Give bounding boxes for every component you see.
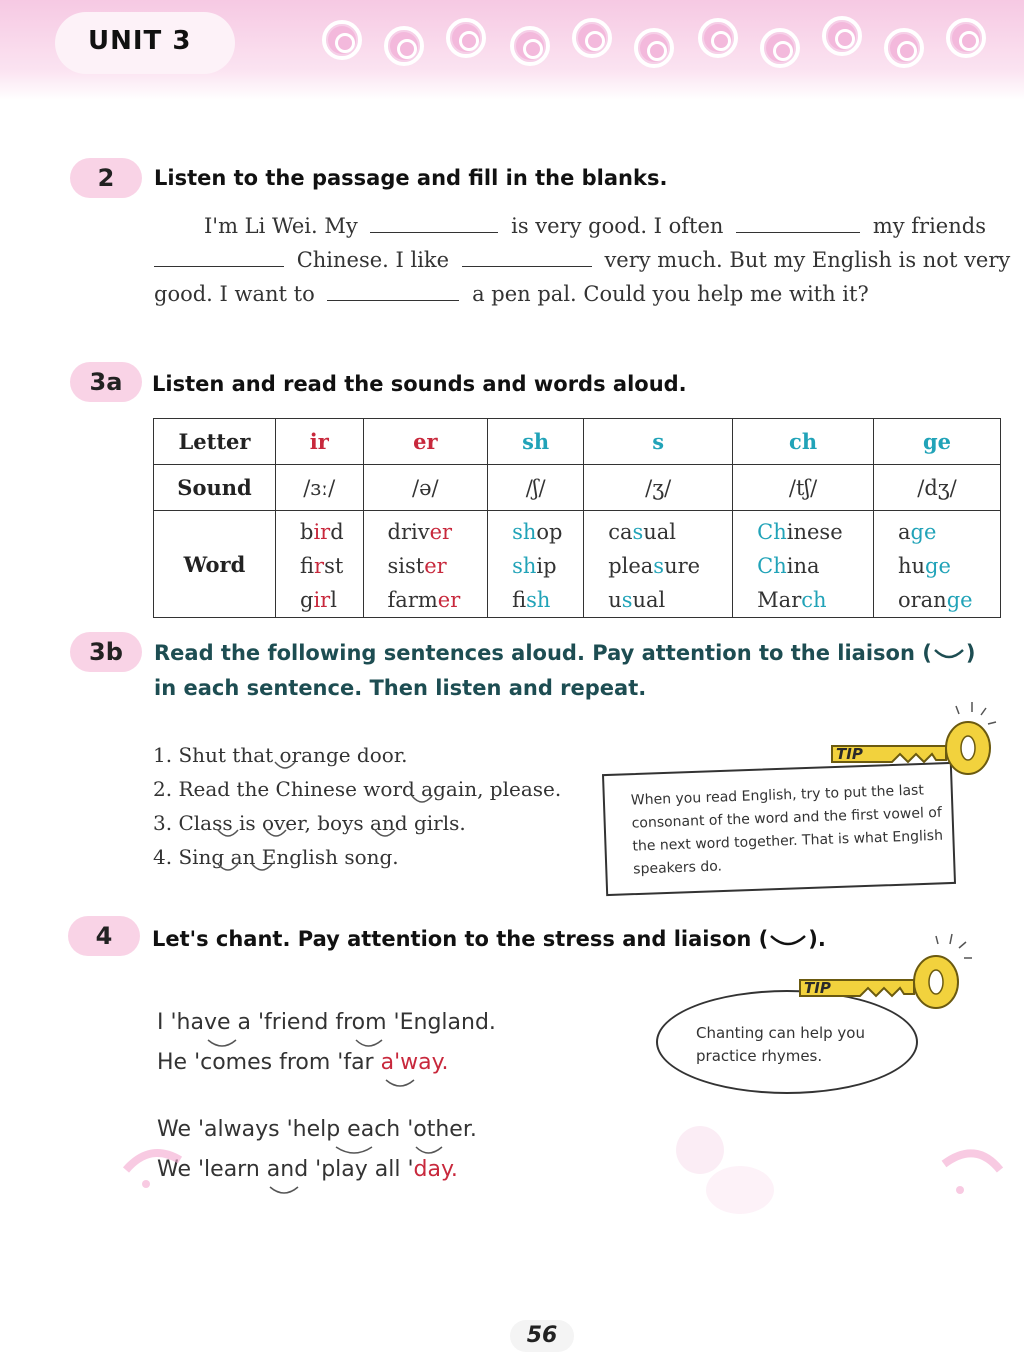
word-cell <box>276 511 364 618</box>
word-item: orange <box>897 588 973 612</box>
header-banner <box>0 0 1024 100</box>
row-label-sound: Sound <box>154 465 276 511</box>
chant-text: We 'learn and 'play all ' <box>157 1157 414 1182</box>
letter-cell: er <box>363 419 488 465</box>
blank-2[interactable] <box>736 215 860 233</box>
instruction-text: ) <box>965 641 976 665</box>
liaison-marks <box>150 740 600 890</box>
word-highlight: ch <box>801 588 827 612</box>
word-item: casual <box>608 520 677 544</box>
key-icon <box>828 700 1008 780</box>
word-cell <box>488 511 584 618</box>
passage-line-3 <box>154 282 869 306</box>
section-3b-badge: 3b <box>70 632 142 672</box>
word-item: huge <box>897 554 951 578</box>
blank-3[interactable] <box>154 249 284 267</box>
word-item: age <box>897 520 937 544</box>
word-highlight: ir <box>313 588 331 612</box>
word-highlight: sh <box>526 588 551 612</box>
word-highlight: ge <box>946 588 973 612</box>
instruction-text: Read the following sentences aloud. Pay attention to the liaison ( <box>154 641 932 665</box>
word-item: pleasure <box>608 554 701 578</box>
word-cell <box>733 511 874 618</box>
chant-text: He 'comes from 'far <box>157 1050 381 1075</box>
decorative-illustration <box>0 1120 1024 1260</box>
word-cell <box>363 511 488 618</box>
sentence: 1. Shut that orange door. <box>153 743 408 767</box>
word-cell <box>873 511 1000 618</box>
word-item: girl <box>300 588 337 612</box>
liaison-icon <box>932 646 966 662</box>
page-number: 56 <box>510 1320 574 1352</box>
row-label-word: Word <box>154 511 276 618</box>
passage-line-1 <box>204 214 986 238</box>
word-highlight: s <box>621 588 633 612</box>
unit-title: UNIT 3 <box>88 26 192 56</box>
word-highlight: ge <box>925 554 951 578</box>
word-item: Chinese <box>757 520 843 544</box>
sentence: 2. Read the Chinese word again, please. <box>153 777 562 801</box>
word-item: sister <box>387 554 447 578</box>
passage-text: very much. But my English is not very <box>604 248 1011 272</box>
sentence: 3. Class is over, boys and girls. <box>153 811 466 835</box>
word-item: farmer <box>387 588 461 612</box>
section-2-instruction: Listen to the passage and fill in the blanks. <box>154 166 668 190</box>
tip-text: Chanting can help you practice rhymes. <box>696 1024 865 1065</box>
letter-cell: ir <box>276 419 364 465</box>
section-3b-instruction <box>154 641 975 665</box>
sound-cell: /ʒ/ <box>584 465 733 511</box>
word-highlight: Ch <box>757 520 787 544</box>
sound-cell: /ʃ/ <box>488 465 584 511</box>
tip-text: When you read English, try to put the last consonant of the word and the first vowel of the next word together. That is what English speakers do. <box>630 782 944 878</box>
instruction-text: Let's chant. Pay attention to the stress and liaison ( <box>152 927 769 951</box>
word-item: usual <box>608 588 666 612</box>
letter-cell: s <box>584 419 733 465</box>
word-highlight: er <box>429 520 453 544</box>
sound-cell: /tʃ/ <box>733 465 874 511</box>
word-highlight: er <box>424 554 447 578</box>
sound-cell: /ɜː/ <box>276 465 364 511</box>
sentence: 4. Sing an English song. <box>153 845 399 869</box>
passage-text: my friends <box>872 214 986 238</box>
passage-line-2 <box>154 248 1010 272</box>
blank-1[interactable] <box>370 215 498 233</box>
blank-5[interactable] <box>327 283 459 301</box>
word-highlight: er <box>437 588 461 612</box>
word-item: March <box>757 588 827 612</box>
phonics-table <box>153 418 1001 618</box>
passage-text: Chinese. I like <box>296 248 450 272</box>
passage-text: a pen pal. Could you help me with it? <box>472 282 869 306</box>
tip-key-label: TIP <box>804 979 831 997</box>
letter-cell: ch <box>733 419 874 465</box>
section-3a-instruction: Listen and read the sounds and words aloud. <box>152 372 687 396</box>
word-highlight: ge <box>910 520 937 544</box>
tip-key-label: TIP <box>836 745 863 763</box>
section-3b-instruction-2: in each sentence. Then listen and repeat. <box>154 676 647 700</box>
letter-cell: sh <box>488 419 584 465</box>
passage-text: good. I want to <box>154 282 315 306</box>
word-item: fish <box>512 588 551 612</box>
word-highlight: Ch <box>757 554 787 578</box>
section-4-badge: 4 <box>68 916 140 956</box>
chant-red: day. <box>413 1157 458 1182</box>
word-cell <box>584 511 733 618</box>
word-highlight: sh <box>512 554 537 578</box>
section-2-badge: 2 <box>70 158 142 198</box>
chant-text: I 'have a 'friend from 'England. <box>157 1010 496 1035</box>
word-item: driver <box>387 520 453 544</box>
word-highlight: ir <box>313 520 331 544</box>
passage-text: is very good. I often <box>511 214 724 238</box>
word-highlight: sh <box>512 520 537 544</box>
word-item: shop <box>512 520 563 544</box>
instruction-text: ). <box>808 927 826 951</box>
word-highlight: ir <box>314 554 325 578</box>
word-highlight: s <box>632 520 644 544</box>
row-label-letter: Letter <box>154 419 276 465</box>
sound-cell: /ə/ <box>363 465 488 511</box>
word-item: ship <box>512 554 557 578</box>
blank-4[interactable] <box>462 249 592 267</box>
section-3a-badge: 3a <box>70 362 142 402</box>
section-4-instruction <box>152 927 826 951</box>
key-icon <box>796 930 976 1010</box>
letter-cell: ge <box>873 419 1000 465</box>
word-item: China <box>757 554 820 578</box>
word-highlight: s <box>653 554 665 578</box>
sound-cell: /dʒ/ <box>873 465 1000 511</box>
passage-text: I'm Li Wei. My <box>204 214 358 238</box>
chant-red: a'way. <box>380 1050 449 1075</box>
word-item: bird <box>300 520 344 544</box>
chant-text: We 'always 'help each 'other. <box>157 1117 477 1142</box>
word-item: first <box>300 554 344 578</box>
